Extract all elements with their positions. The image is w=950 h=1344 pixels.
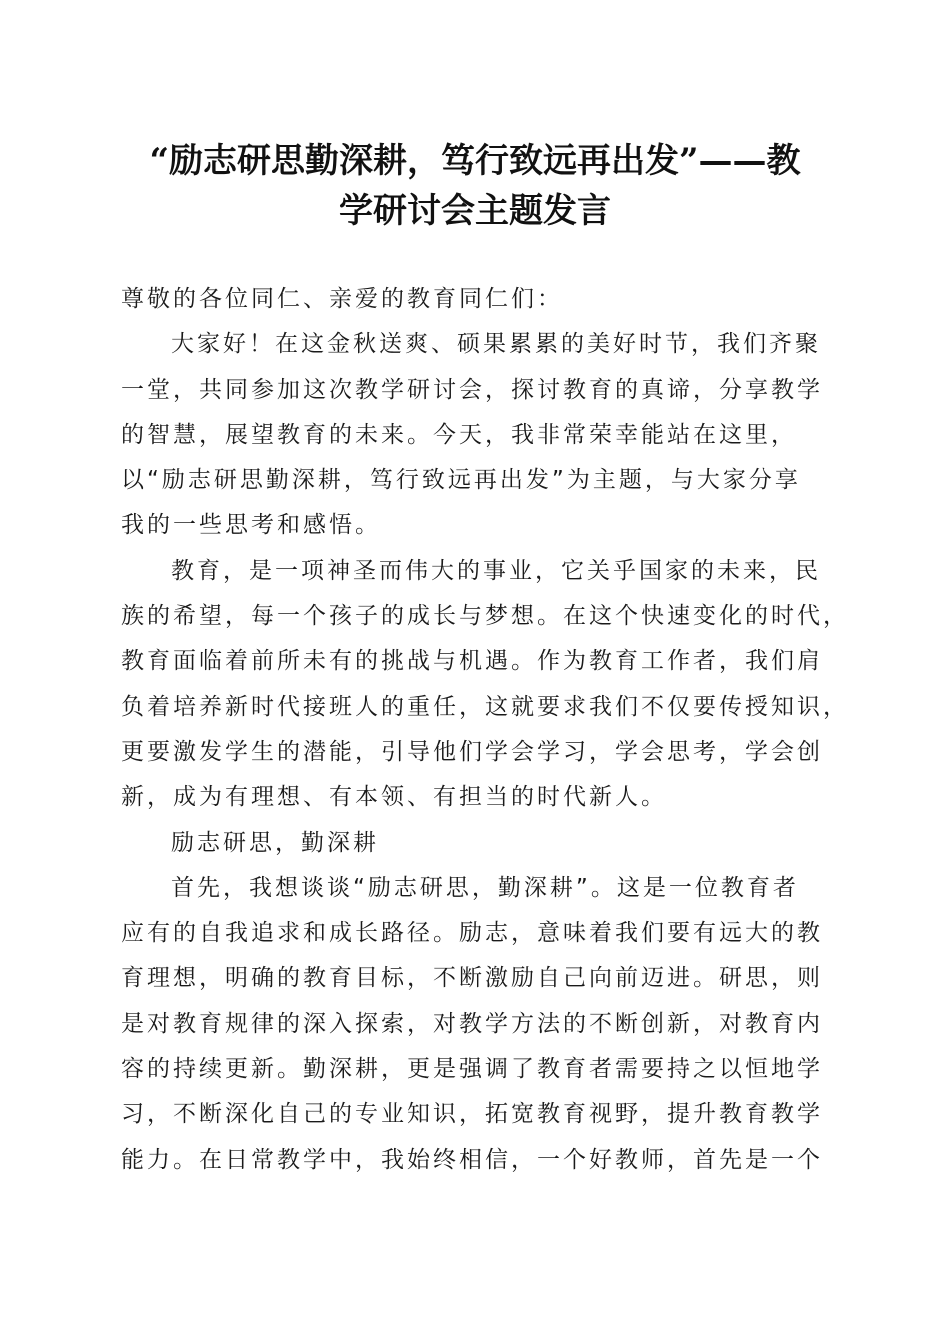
paragraph-line: 大家好！在这金秋送爽、硕果累累的美好时节，我们齐聚 <box>171 331 821 358</box>
paragraph-line: 是对教育规律的深入探索，对教学方法的不断创新，对教育内 <box>121 1010 823 1037</box>
paragraph-line: 首先，我想谈谈“励志研思，勤深耕”。这是一位教育者 <box>171 874 799 901</box>
paragraph-line: 教育，是一项神圣而伟大的事业，它关乎国家的未来，民 <box>171 557 821 584</box>
paragraph-line: 以“励志研思勤深耕，笃行致远再出发”为主题，与大家分享 <box>121 467 801 494</box>
section-heading-text: 励志研思，勤深耕 <box>171 829 379 856</box>
paragraph-line: 的智慧，展望教育的未来。今天，我非常荣幸能站在这里， <box>121 421 797 448</box>
paragraph-line: 育理想，明确的教育目标，不断激励自己向前迈进。研思，则 <box>121 965 823 992</box>
title-line-1: “励志研思勤深耕，笃行致远再出发”——教 <box>149 141 801 181</box>
paragraph-line: 更要激发学生的潜能，引导他们学会学习，学会思考，学会创 <box>121 738 823 765</box>
section-heading <box>121 821 833 866</box>
salutation: 尊敬的各位同仁、亲爱的教育同仁们： <box>121 286 563 312</box>
paragraph-line: 一堂，共同参加这次教学研讨会，探讨教育的真谛，分享教学 <box>121 376 823 403</box>
document-title <box>110 136 840 236</box>
paragraph-education <box>121 549 849 821</box>
paragraph-section-one <box>121 866 833 1183</box>
paragraph-line: 习，不断深化自己的专业知识，拓宽教育视野，提升教育教学 <box>121 1101 823 1128</box>
paragraph-line: 负着培养新时代接班人的重任，这就要求我们不仅要传授知识， <box>121 693 849 720</box>
paragraph-line: 新，成为有理想、有本领、有担当的时代新人。 <box>121 784 667 811</box>
paragraph-line: 应有的自我追求和成长路径。励志，意味着我们要有远大的教 <box>121 920 823 947</box>
title-line-2: 学研讨会主题发言 <box>339 191 611 231</box>
paragraph-line: 容的持续更新。勤深耕，更是强调了教育者需要持之以恒地学 <box>121 1056 823 1083</box>
paragraph-line: 能力。在日常教学中，我始终相信，一个好教师，首先是一个 <box>121 1146 823 1173</box>
paragraph-line: 教育面临着前所未有的挑战与机遇。作为教育工作者，我们肩 <box>121 648 823 675</box>
document-body <box>121 277 849 1183</box>
paragraph-line: 族的希望，每一个孩子的成长与梦想。在这个快速变化的时代， <box>121 603 849 630</box>
paragraph-line: 我的一些思考和感悟。 <box>121 512 381 539</box>
paragraph-greeting <box>121 322 833 548</box>
